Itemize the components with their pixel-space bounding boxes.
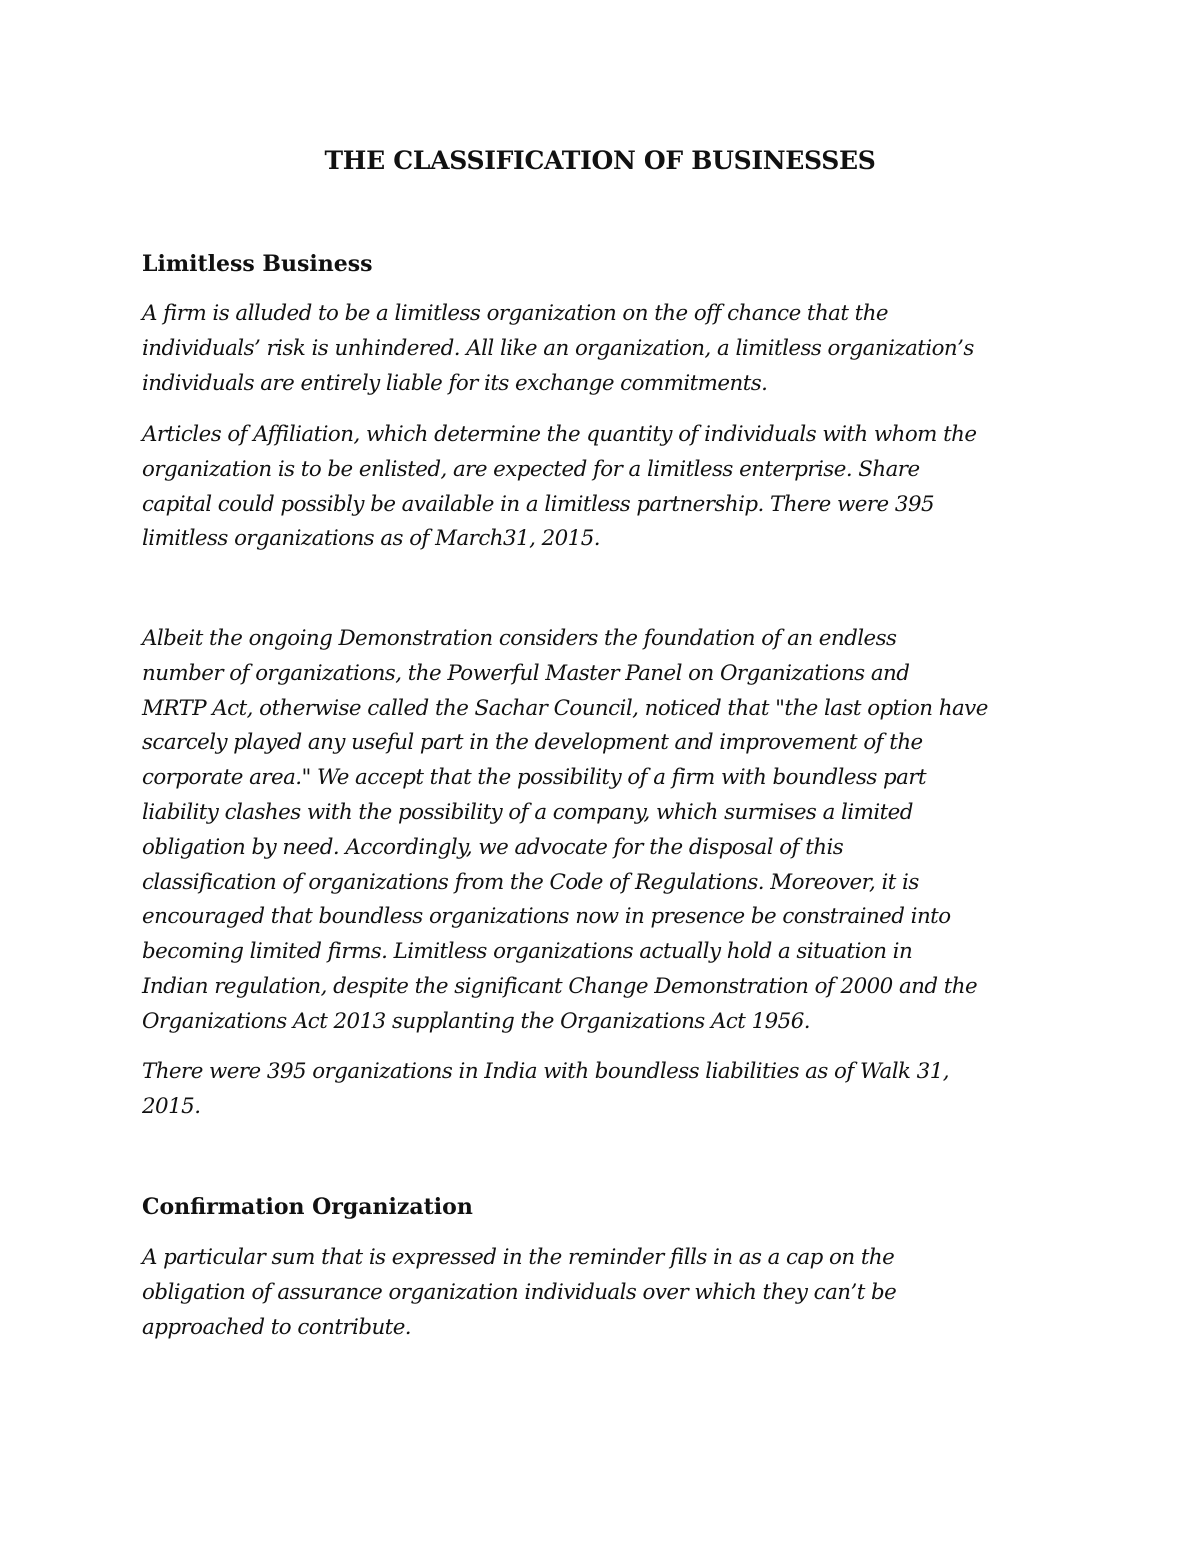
paragraph-line: There were 395 organizations in India with boundless liabilities as of Walk 31,	[142, 1059, 949, 1084]
paragraph-line: liability clashes with the possibility of a company, which surmises a limited	[142, 799, 913, 825]
paragraph-articles-of-affiliation	[142, 418, 1082, 557]
paragraph-assurance-organization	[142, 1241, 1082, 1345]
paragraph-sachar-council	[142, 622, 1082, 1040]
paragraph-limitless-definition	[142, 297, 1082, 401]
paragraph-line: organization is to be enlisted, are expected for a limitless enterprise. Share	[142, 456, 920, 482]
paragraph-line: obligation of assurance organization individuals over which they can’t be	[142, 1279, 897, 1305]
section-heading-limitless-business: Limitless Business	[142, 251, 373, 277]
paragraph-line: classification of organizations from the Code of Regulations. Moreover, it is	[142, 869, 919, 895]
paragraph-line: Articles of Affiliation, which determine the quantity of individuals with whom the	[142, 422, 977, 447]
paragraph-line: obligation by need. Accordingly, we advocate for the disposal of this	[142, 834, 844, 860]
paragraph-line: individuals’ risk is unhindered. All like an organization, a limitless organization’s	[142, 335, 974, 361]
paragraph-line: scarcely played any useful part in the development and improvement of the	[142, 730, 923, 756]
section-heading-confirmation-organization: Confirmation Organization	[142, 1194, 473, 1220]
paragraph-line: A particular sum that is expressed in the reminder fills in as a cap on the	[142, 1245, 895, 1270]
paragraph-line: limitless organizations as of March31, 2015.	[142, 526, 601, 552]
paragraph-line: capital could possibly be available in a limitless partnership. There were 395	[142, 491, 935, 517]
paragraph-line: becoming limited firms. Limitless organizations actually hold a situation in	[142, 939, 913, 965]
paragraph-line: Indian regulation, despite the significant Change Demonstration of 2000 and the	[142, 973, 978, 999]
paragraph-line: corporate area." We accept that the possibility of a firm with boundless part	[142, 765, 927, 791]
paragraph-395-organizations	[142, 1055, 1082, 1125]
paragraph-line: 2015.	[142, 1093, 201, 1119]
paragraph-line: Organizations Act 2013 supplanting the Organizations Act 1956.	[142, 1008, 811, 1034]
paragraph-line: A firm is alluded to be a limitless organization on the off chance that the	[142, 301, 889, 326]
document-title: THE CLASSIFICATION OF BUSINESSES	[324, 146, 876, 175]
paragraph-line: encouraged that boundless organizations now in presence be constrained into	[142, 904, 951, 930]
paragraph-line: individuals are entirely liable for its exchange commitments.	[142, 370, 768, 396]
paragraph-line: approached to contribute.	[142, 1314, 412, 1340]
paragraph-line: MRTP Act, otherwise called the Sachar Council, noticed that "the last option have	[142, 695, 988, 721]
paragraph-line: number of organizations, the Powerful Master Panel on Organizations and	[142, 660, 910, 686]
paragraph-line: Albeit the ongoing Demonstration considers the foundation of an endless	[142, 626, 897, 651]
